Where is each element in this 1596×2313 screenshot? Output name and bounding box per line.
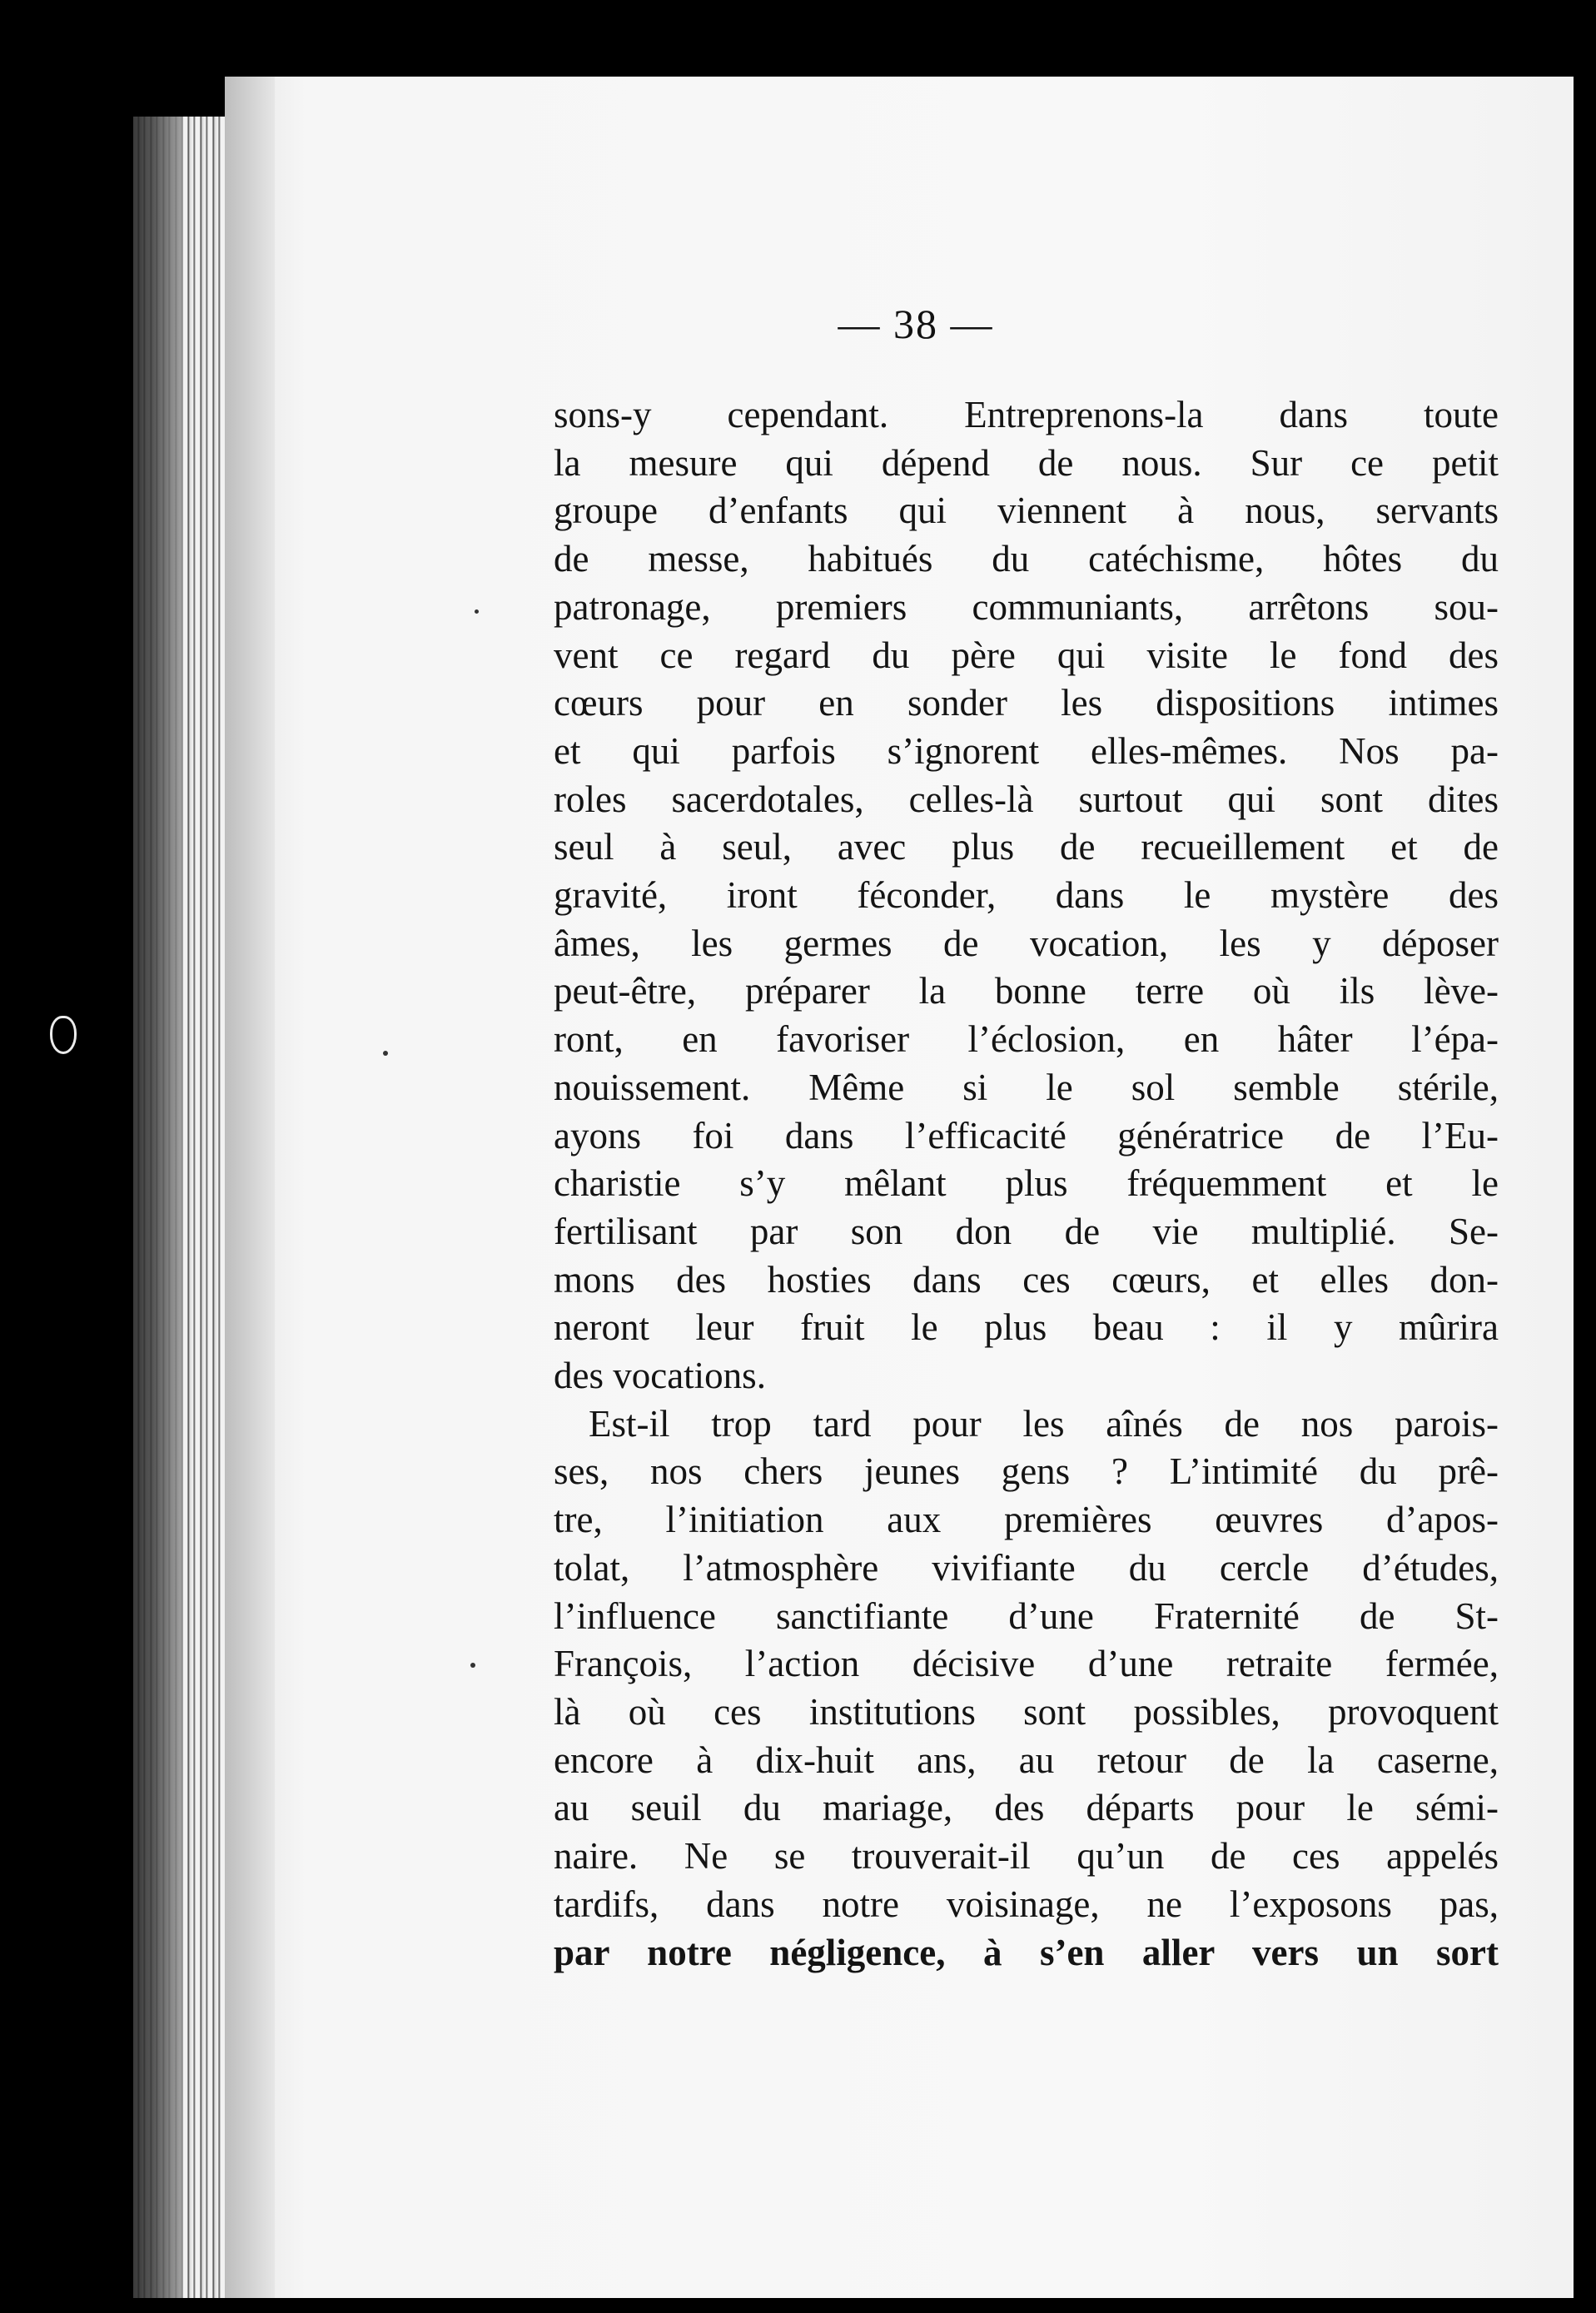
- paper-speck: [470, 1663, 475, 1668]
- text-line: et qui parfois s’ignorent elles-mêmes. Nos pa-: [554, 729, 1499, 772]
- text-line: l’influence sanctifiante d’une Fraternité de St-: [554, 1594, 1499, 1637]
- text-line: ses, nos chers jeunes gens ? L’intimité du prê-: [554, 1450, 1499, 1493]
- text-line: encore à dix-huit ans, au retour de la caserne,: [554, 1738, 1499, 1781]
- page-number: — 38 —: [838, 301, 994, 347]
- paper-speck: [475, 609, 479, 614]
- paragraph-1: [554, 391, 1499, 1400]
- text-line: vent ce regard du père qui visite le fond des: [554, 634, 1499, 676]
- text-line: neront leur fruit le plus beau : il y mûrira: [554, 1306, 1499, 1349]
- text-line: roles sacerdotales, celles-là surtout qui sont dites: [554, 778, 1499, 820]
- text-line: tolat, l’atmosphère vivifiante du cercle d’études,: [554, 1546, 1499, 1589]
- text-line: naire. Ne se trouverait-il qu’un de ces appelés: [554, 1835, 1499, 1878]
- text-line: seul à seul, avec plus de recueillement et de: [554, 826, 1499, 868]
- text-line: sons-y cependant. Entreprenons-la dans toute: [554, 394, 1499, 435]
- text-line: gravité, iront féconder, dans le mystère des: [554, 874, 1499, 917]
- text-line: patronage, premiers communiants, arrêtons sou-: [554, 585, 1499, 628]
- text-line: la mesure qui dépend de nous. Sur ce petit: [554, 441, 1499, 484]
- text-line: de messe, habitués du catéchisme, hôtes du: [554, 538, 1499, 580]
- margin-blemish: [50, 1016, 77, 1054]
- text-line: là où ces institutions sont possibles, provoquent: [554, 1690, 1499, 1733]
- text-line: des vocations.: [554, 1355, 766, 1397]
- text-line: peut-être, préparer la bonne terre où ils lève-: [554, 970, 1499, 1012]
- text-line: âmes, les germes de vocation, les y déposer: [554, 922, 1499, 964]
- text-line: charistie s’y mêlant plus fréquemment et le: [554, 1162, 1499, 1205]
- text-line: fertilisant par son don de vie multiplié. Se-: [554, 1210, 1499, 1252]
- text-line: nouissement. Même si le sol semble stérile,: [554, 1066, 1499, 1108]
- body-text: [554, 391, 1499, 1977]
- paragraph-2: [554, 1400, 1499, 1977]
- text-line: Est-il trop tard pour les aînés de nos parois-: [589, 1402, 1499, 1445]
- book-spine-shadow: [133, 117, 183, 2298]
- text-line: ayons foi dans l’efficacité génératrice de l’Eu-: [554, 1114, 1499, 1156]
- text-line: mons des hosties dans ces cœurs, et elles don-: [554, 1258, 1499, 1301]
- paper-speck: [383, 1051, 388, 1056]
- text-line: cœurs pour en sonder les dispositions intimes: [554, 682, 1499, 724]
- text-line: tardifs, dans notre voisinage, ne l’exposons pas,: [554, 1883, 1499, 1925]
- text-line: groupe d’enfants qui viennent à nous, servants: [554, 490, 1499, 532]
- text-line: tre, l’initiation aux premières œuvres d’apos-: [554, 1499, 1499, 1541]
- page-gutter-shadow: [225, 77, 275, 2298]
- text-line: au seuil du mariage, des départs pour le sémi-: [554, 1787, 1499, 1829]
- text-line: François, l’action décisive d’une retraite fermée,: [554, 1643, 1499, 1685]
- text-line: par notre négligence, à s’en aller vers un sort: [554, 1931, 1499, 1973]
- text-line: ront, en favoriser l’éclosion, en hâter l’épa-: [554, 1018, 1499, 1061]
